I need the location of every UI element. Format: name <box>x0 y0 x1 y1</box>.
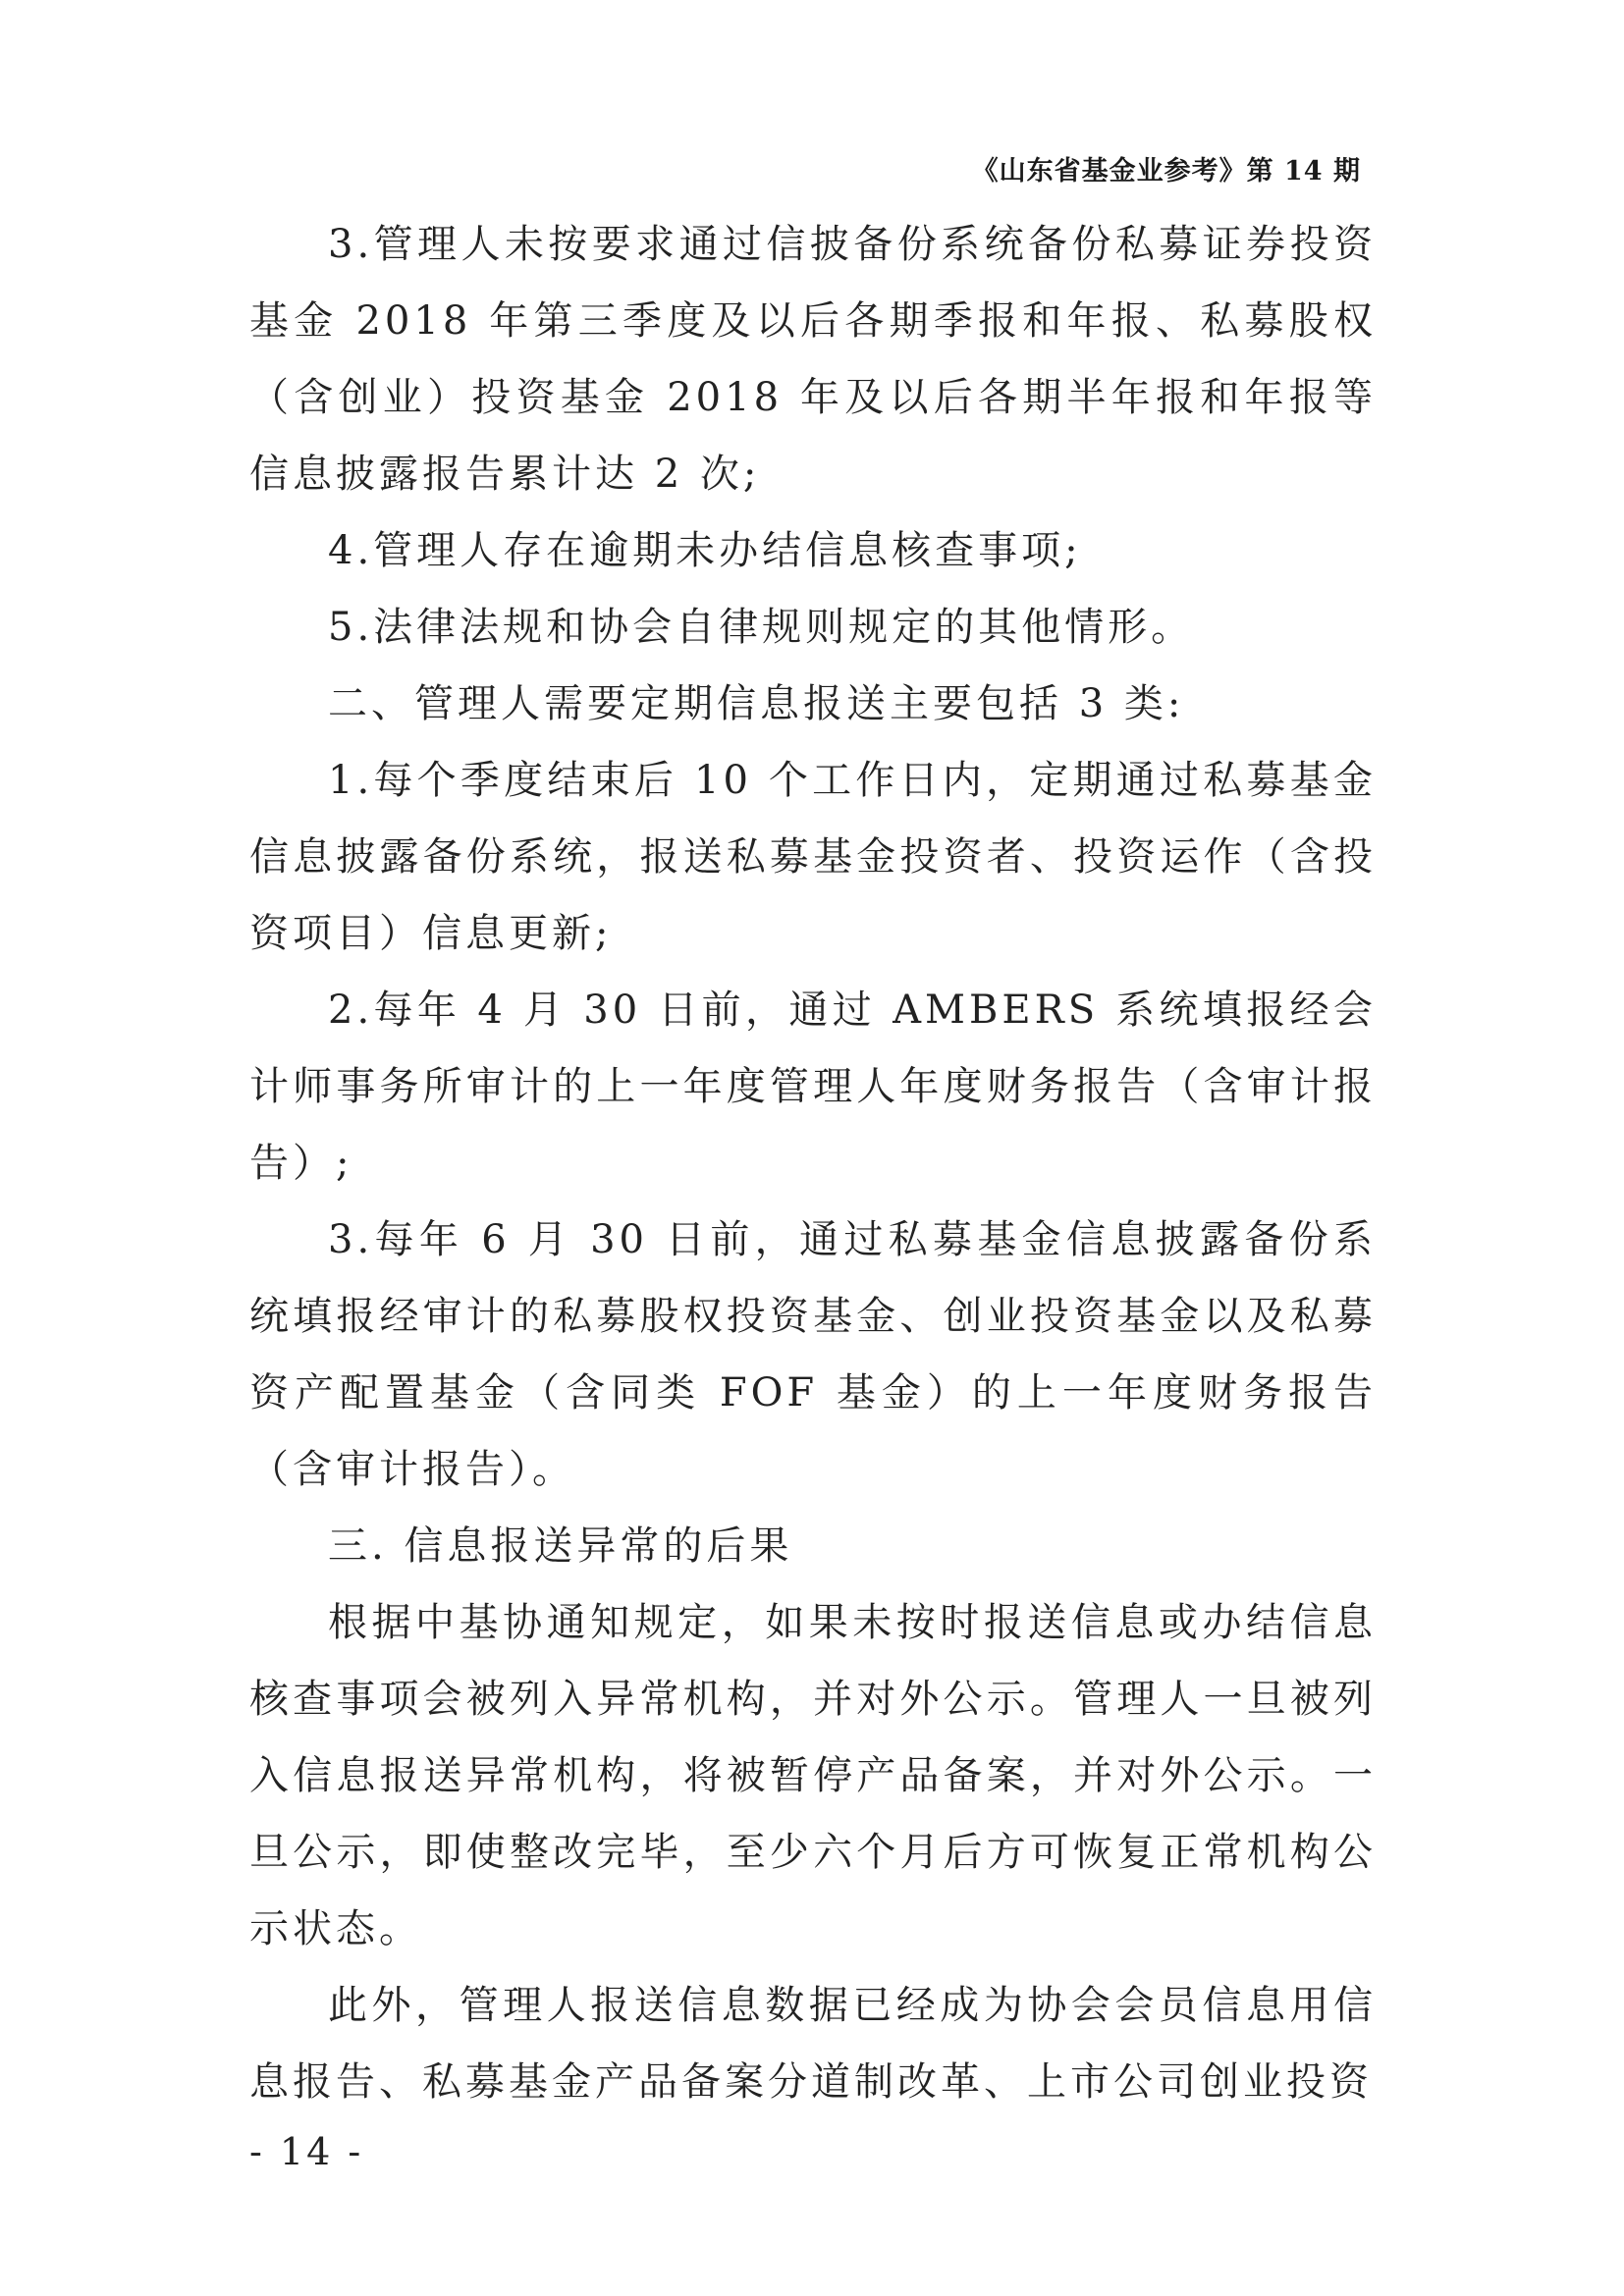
paragraph-item-5-other-cases: 5.法律法规和协会自律规则规定的其他情形。 <box>328 605 1195 650</box>
page-number: - 14 - <box>249 2130 364 2173</box>
document-body <box>249 206 1377 2120</box>
paragraph-item-4-overdue-checks: 4.管理人存在逾期未办结信息核查事项; <box>328 528 1082 573</box>
paragraph-additional-info: 此外，管理人报送信息数据已经成为协会会员信息用信息报告、私募基金产品备案分道制改革、上市公司创业投资 <box>249 1983 1377 2105</box>
paragraph-item-3-backup-reports: 3.管理人未按要求通过信披备份系统备份私募证券投资基金 2018 年第三季度及以后各期季报和年报、私募股权（含创业）投资基金 2018 年及以后各期半年报和年报等信息披露报告累计达 2 次; <box>249 222 1377 497</box>
section-heading-periodic-reporting: 二、管理人需要定期信息报送主要包括 3 类: <box>328 681 1185 726</box>
section-heading-consequences: 三. 信息报送异常的后果 <box>328 1523 793 1569</box>
publication-header: 《山东省基金业参考》第 14 期 <box>971 156 1361 187</box>
paragraph-quarterly-report: 1.每个季度结束后 10 个工作日内，定期通过私募基金信息披露备份系统，报送私募基金投资者、投资运作（含投资项目）信息更新; <box>249 758 1377 956</box>
paragraph-consequences-detail: 根据中基协通知规定，如果未按时报送信息或办结信息核查事项会被列入异常机构，并对外公示。管理人一旦被列入信息报送异常机构，将被暂停产品备案，并对外公示。一旦公示，即使整改完毕，至少六个月后方可恢复正常机构公示状态。 <box>249 1600 1377 1951</box>
paragraph-annual-financial-report: 2.每年 4 月 30 日前，通过 AMBERS 系统填报经会计师事务所审计的上一年度管理人年度财务报告（含审计报告）; <box>249 988 1377 1186</box>
paragraph-fund-financial-report: 3.每年 6 月 30 日前，通过私募基金信息披露备份系统填报经审计的私募股权投资基金、创业投资基金以及私募资产配置基金（含同类 FOF 基金）的上一年度财务报告（含审计报告）。 <box>249 1217 1377 1492</box>
